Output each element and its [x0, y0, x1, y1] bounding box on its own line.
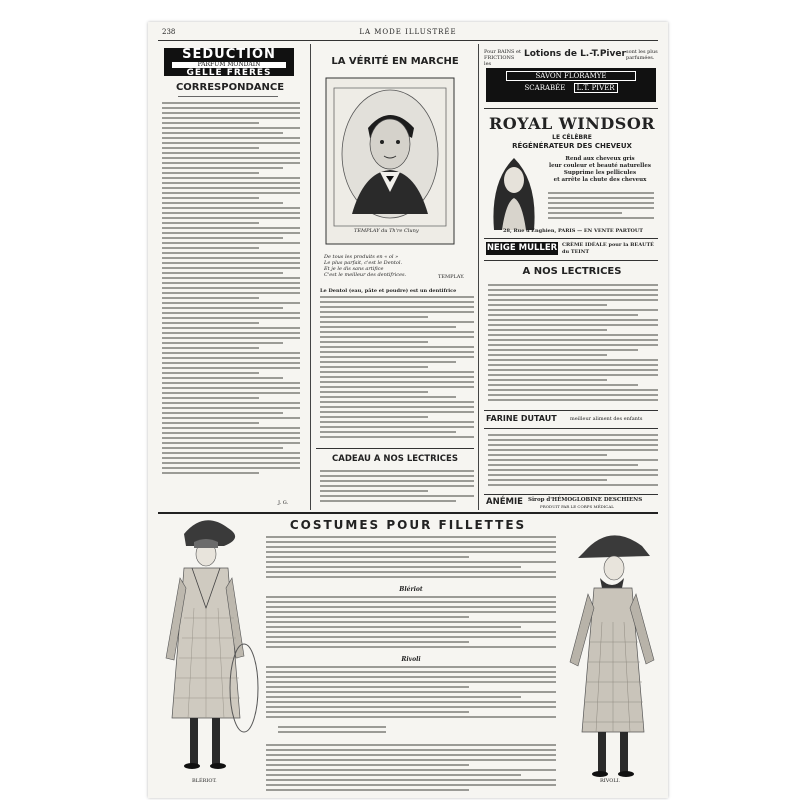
portrait-caption: TEMPLAY du Th're Cluny	[354, 228, 419, 234]
seduction-sub: PARFUM MONDAIN	[172, 62, 286, 68]
correspondance-text	[162, 102, 300, 502]
seduction-brand: GELLÉ FRÈRES	[186, 68, 272, 78]
piver-header	[484, 48, 660, 67]
templay-portrait	[324, 76, 456, 246]
royal-windsor-sub1: LE CÉLÈBRE	[552, 134, 592, 141]
farine-dutaut-text: meilleur aliment des enfants	[570, 416, 643, 422]
bleriot-description	[266, 596, 556, 652]
farine-dutaut-brand: FARINE DUTAUT	[486, 414, 557, 423]
page-header	[154, 28, 662, 38]
royal-rule	[484, 238, 658, 239]
piver-banner	[486, 68, 656, 102]
price-table	[278, 726, 548, 740]
royal-windsor-title: ROYAL WINDSOR	[488, 114, 656, 133]
royal-claim: leur couleur et beauté naturelles	[549, 163, 651, 169]
neige-muller-text: CRÈME IDÉALE pour la BEAUTÉ du TEINT	[562, 242, 654, 255]
nouvelles-rule	[484, 494, 658, 495]
poem-line: De tous les produits en « ol »	[324, 254, 399, 260]
lectrices-text	[488, 284, 658, 408]
costumes-title: COSTUMES POUR FILLETTES	[289, 518, 527, 532]
order-instructions	[266, 744, 556, 798]
royal-claim: Supprime les pellicules	[563, 170, 637, 176]
piver-banner-1: SAVON FLORAMYE	[506, 71, 636, 81]
column-divider-right	[478, 44, 479, 510]
signature: J. G.	[278, 500, 289, 506]
royal-windsor-woman-illustration	[488, 152, 540, 230]
cadeau-title: CADEAU A NOS LECTRICES	[332, 454, 458, 464]
royal-windsor-address: 28, Rue d'Enghien, PARIS — EN VENTE PARTOUT	[503, 228, 643, 234]
piver-brand: Lotions de L.-T.Piver	[524, 49, 626, 59]
farine-rule	[484, 428, 658, 429]
neige-rule	[484, 260, 658, 261]
caption-bleriot: BLÉRIOT.	[192, 778, 217, 784]
correspondance-title: CORRESPONDANCE	[175, 82, 285, 93]
caption-rivoli: RIVOLI.	[600, 778, 621, 784]
dentol-intro: Le Dentol (eau, pâte et poudre) est un dentifrice	[320, 288, 457, 294]
correspondance-rule	[178, 96, 278, 97]
poem-line: Le plus parfait, c'est le Dentol.	[324, 260, 403, 266]
poem-signature: TEMPLAY.	[438, 274, 465, 280]
royal-windsor-text	[548, 192, 654, 222]
anemie-text: Sirop d'HÉMOGLOBINE DESCHIENS	[528, 497, 643, 503]
piver-banner-3: L.T. PIVER	[574, 83, 618, 93]
piver-text-left: Pour BAINS et FRICTIONS les	[484, 49, 521, 67]
lectrices-title: A NOS LECTRICES	[522, 266, 622, 277]
page-number: 238	[162, 28, 176, 36]
anemie-sub: PRODUIT PAR LE CORPS MÉDICAL	[540, 504, 614, 509]
cadeau-rule	[316, 448, 474, 449]
seduction-ad	[164, 48, 294, 76]
neige-muller-ad	[486, 242, 658, 256]
column-divider-left	[310, 44, 311, 510]
seduction-title: SEDUCTION	[182, 47, 276, 62]
header-rule	[158, 40, 658, 41]
subtitle-rivoli: Rivoli	[401, 656, 421, 663]
magazine-title: LA MODE ILLUSTRÉE	[359, 28, 457, 36]
royal-claim: Rend aux cheveux gris	[565, 156, 635, 162]
magazine-page	[148, 22, 668, 798]
costumes-intro-text	[266, 536, 556, 582]
royal-claim: et arrête la chute des cheveux	[553, 177, 647, 183]
farine-dutaut-ad	[486, 414, 658, 426]
royal-windsor-sub2: RÉGÉNÉRATEUR DES CHEVEUX	[512, 142, 632, 150]
anemie-ad	[486, 497, 658, 509]
rivoli-description	[266, 666, 556, 722]
anemie-brand: ANÉMIE	[486, 497, 523, 507]
verite-title: LA VÉRITÉ EN MARCHE	[331, 56, 459, 67]
royal-windsor-claims	[544, 156, 656, 184]
poem-line: Et je le dis sans artifice	[324, 266, 384, 272]
piver-rule	[484, 108, 658, 109]
neige-muller-brand: NEIGE MULLER	[486, 243, 558, 253]
dentol-text	[320, 296, 474, 444]
rivoli-fashion-plate	[560, 522, 662, 792]
subtitle-bleriot: Blériot	[399, 586, 423, 593]
piver-text-right: sont les plus parfumées.	[626, 49, 658, 61]
cadeau-text	[320, 470, 474, 506]
nouvelles-text	[488, 434, 658, 492]
poem-line: C'est le meilleur des dentifrices.	[324, 272, 407, 278]
bleriot-fashion-plate	[154, 508, 254, 788]
piver-banner-2: SCARABÉE	[524, 84, 566, 92]
lectrices-rule	[484, 410, 658, 411]
